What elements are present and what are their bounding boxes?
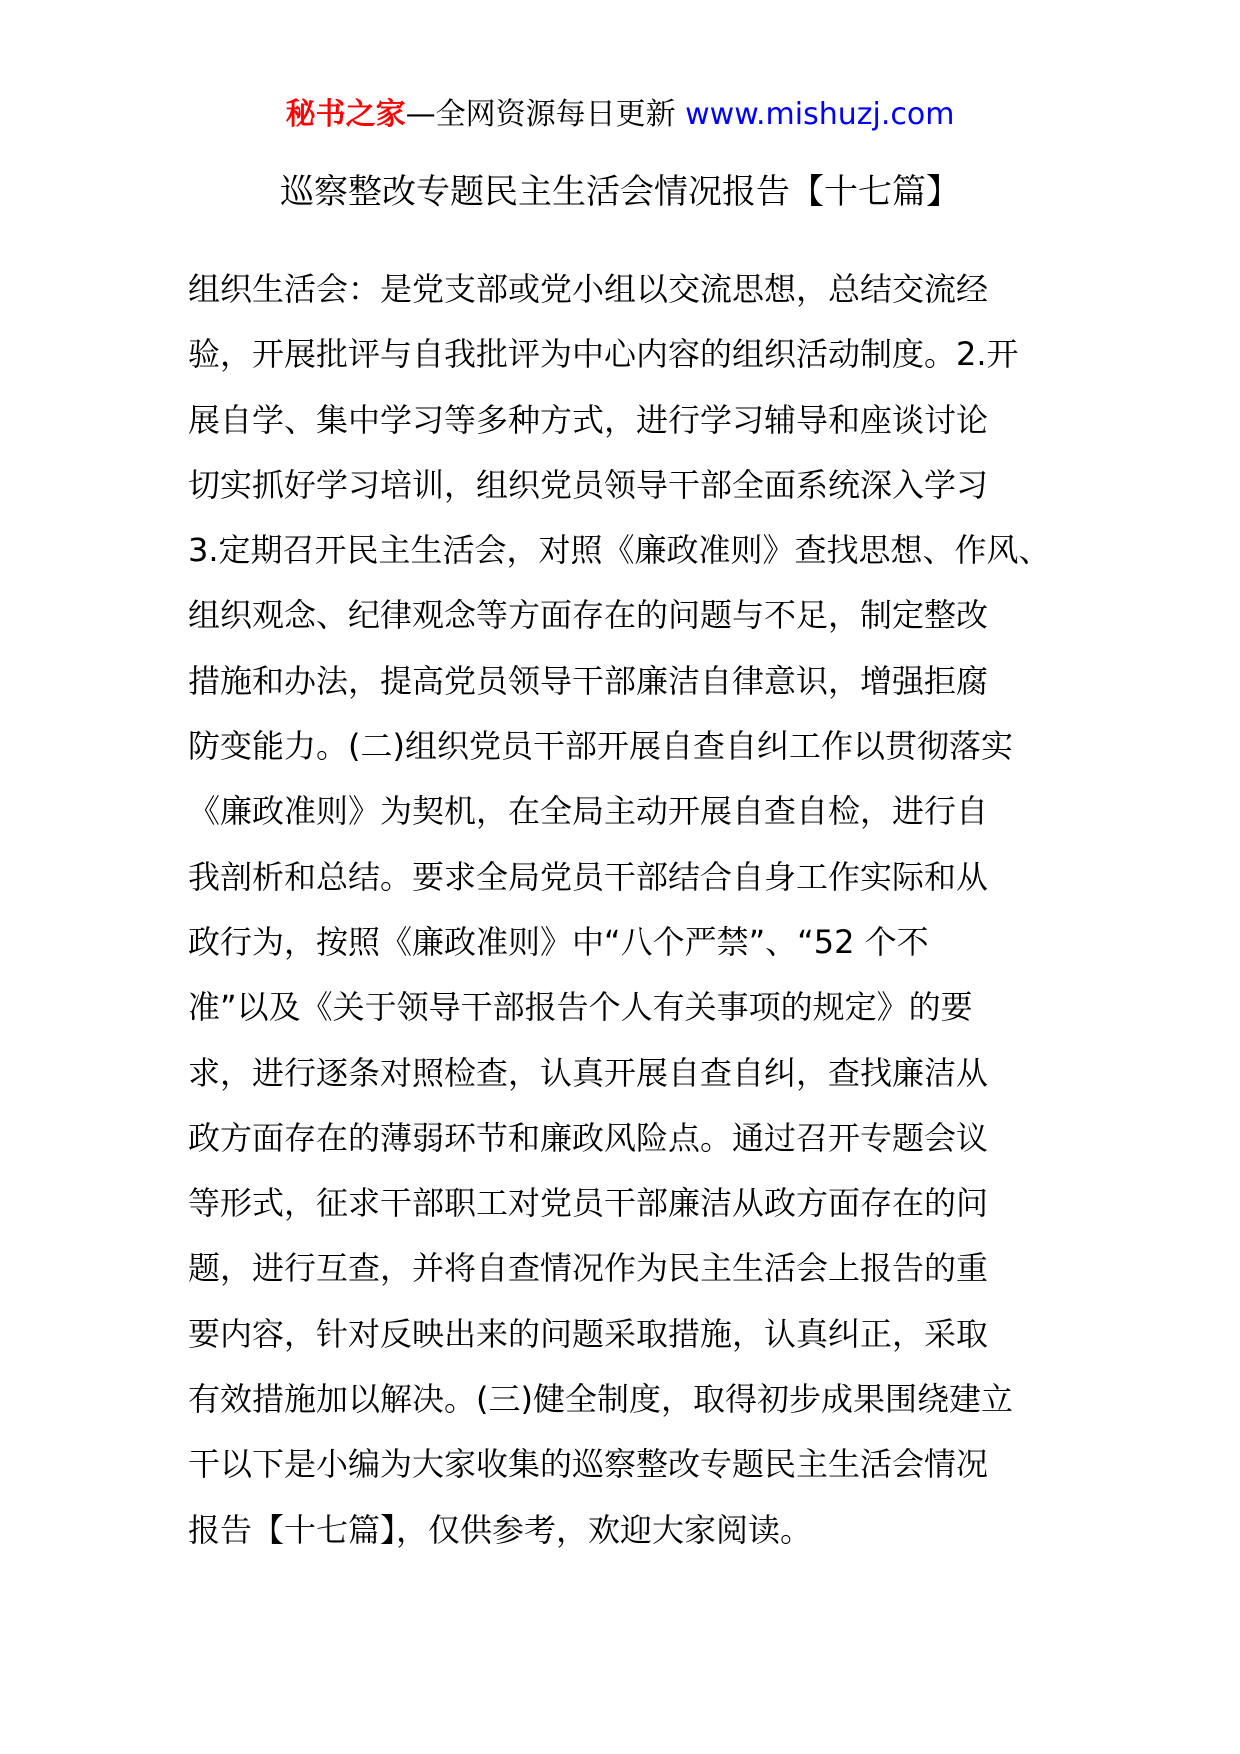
body-line: 报告【十七篇】，仅供参考，欢迎大家阅读。	[188, 1510, 813, 1549]
body-line: 《廉政准则》为契机，在全局主动开展自查自检，进行自	[188, 792, 989, 831]
body-line: 准”以及《关于领导干部报告个人有关事项的规定》的要	[188, 988, 973, 1027]
body-line: 干以下是小编为大家收集的巡察整改专题民主生活会情况	[188, 1445, 989, 1484]
body-line: 组织生活会：是党支部或党小组以交流思想，总结交流经	[188, 270, 989, 308]
body-line: 组织观念、纪律观念等方面存在的问题与不足，制定整改	[188, 596, 989, 635]
site-brand: 秘书之家	[285, 97, 406, 132]
body-line: 措施和办法，提高党员领导干部廉洁自律意识，增强拒腐	[188, 661, 989, 700]
body-line: 等形式，征求干部职工对党员干部廉洁从政方面存在的问	[188, 1184, 989, 1223]
body-line: 切实抓好学习培训，组织党员领导干部全面系统深入学习	[188, 465, 989, 504]
site-tagline: —全网资源每日更新	[405, 97, 676, 132]
document-title: 巡察整改专题民主生活会情况报告【十七篇】	[280, 172, 960, 212]
document-body	[188, 257, 1068, 1563]
body-line: 题，进行互查，并将自查情况作为民主生活会上报告的重	[188, 1249, 989, 1288]
body-line: 求，进行逐条对照检查，认真开展自查自纠，查找廉洁从	[188, 1053, 989, 1092]
body-line: 政行为，按照《廉政准则》中“八个严禁”、“52 个不	[188, 922, 929, 961]
body-line: 3.定期召开民主生活会，对照《廉政准则》查找思想、作风、	[188, 531, 1051, 570]
site-header	[0, 90, 1240, 140]
body-line: 政方面存在的薄弱环节和廉政风险点。通过召开专题会议	[188, 1118, 989, 1157]
body-line: 展自学、集中学习等多种方式，进行学习辅导和座谈讨论	[188, 400, 989, 439]
site-url-link[interactable]: www.mishuzj.com	[685, 97, 955, 132]
body-line: 我剖析和总结。要求全局党员干部结合自身工作实际和从	[188, 857, 989, 896]
body-line: 要内容，针对反映出来的问题采取措施，认真纠正，采取	[188, 1314, 989, 1353]
body-line: 有效措施加以解决。(三)健全制度，取得初步成果围绕建立	[188, 1380, 1013, 1419]
body-line: 防变能力。(二)组织党员干部开展自查自纠工作以贯彻落实	[188, 727, 1013, 766]
body-line: 验，开展批评与自我批评为中心内容的组织活动制度。2.开	[188, 335, 1019, 374]
